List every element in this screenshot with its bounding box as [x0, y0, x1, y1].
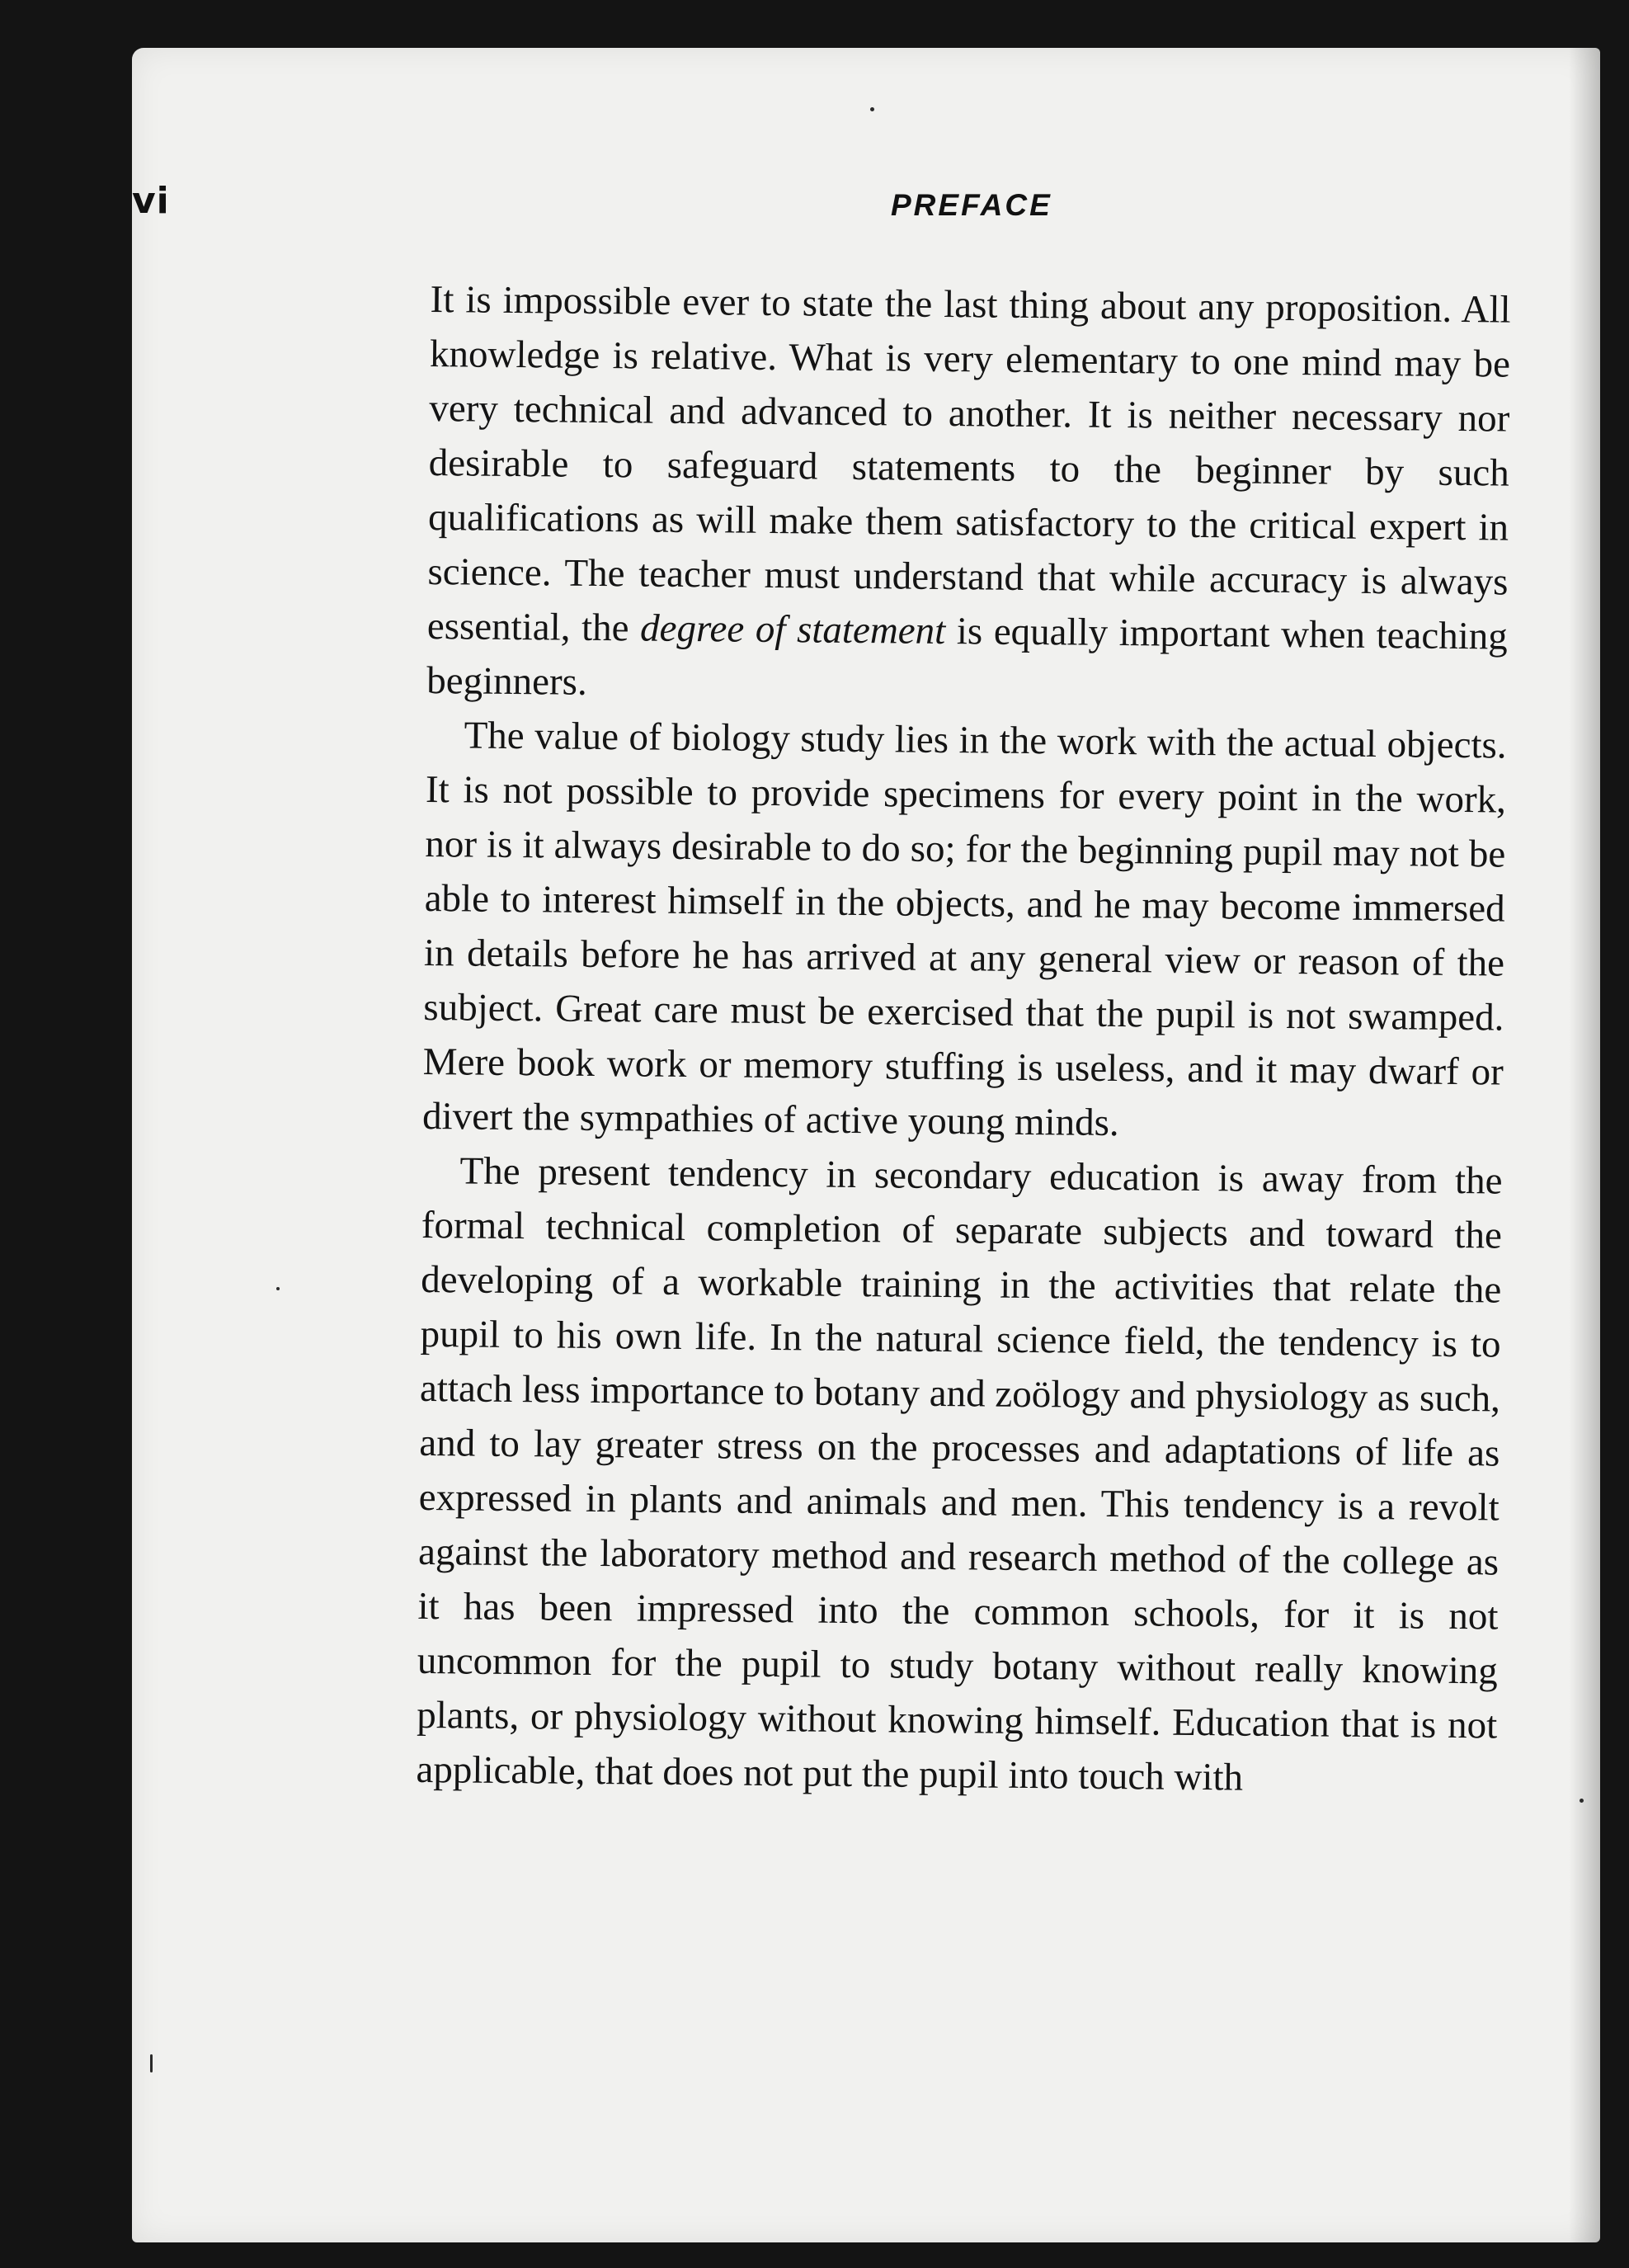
paragraph-1-emphasis: degree of statement: [639, 606, 946, 653]
scan-speck: [276, 1287, 280, 1290]
scan-speck: [870, 107, 874, 111]
paragraph-1-before: It is impossible ever to state the last thing about any proposition. All knowledge is relative. What is very elementary to one mind may be very technical and advanced to another. It is neither necessary nor desirable to safeguard statements to the beginner by such qualifications as will make them satisfactory to the critical expert in science. The teacher must understand that while accuracy is always essential, the: [426, 277, 1511, 650]
running-head: PREFACE: [891, 188, 1052, 222]
page-edge-shadow: [1569, 48, 1600, 2242]
body-text: [416, 272, 1511, 1807]
paragraph-3: The present tendency in secondary education is away from the formal technical completion of separate subjects and toward the developing of a workable training in the activities that relate the pupil to his own life. In the natural science field, the tendency is to attach less importance to botany and zoölogy and physiology as such, and to lay greater stress on the processes and adaptations of life as expressed in plants and animals and men. This tendency is a revolt against the laboratory method and research method of the college as it has been impressed into the common schools, for it is not uncommon for the pupil to study botany without really knowing plants, or physiology without knowing himself. Education that is not applicable, that does not put the pupil into touch with: [416, 1149, 1503, 1799]
paragraph-2: The value of biology study lies in the work with the actual objects. It is not possible to provide specimens for every point in the work, nor is it always desirable to do so; for the beginning pupil may not be able to interest himself in the objects, and he may become immersed in details before he has arrived at any general view or reason of the subject. Great care must be exercised that the pupil is not swamped. Mere book work or memory stuffing is useless, and it may dwarf or divert the sympathies of active young minds.: [421, 714, 1507, 1145]
scan-speck: [150, 2054, 153, 2072]
paragraph-1: [426, 272, 1511, 719]
page-number: vi: [132, 180, 170, 222]
paragraph-1-after: is equally important when teaching beginners.: [426, 610, 1509, 704]
scan-speck: [1580, 1799, 1584, 1803]
